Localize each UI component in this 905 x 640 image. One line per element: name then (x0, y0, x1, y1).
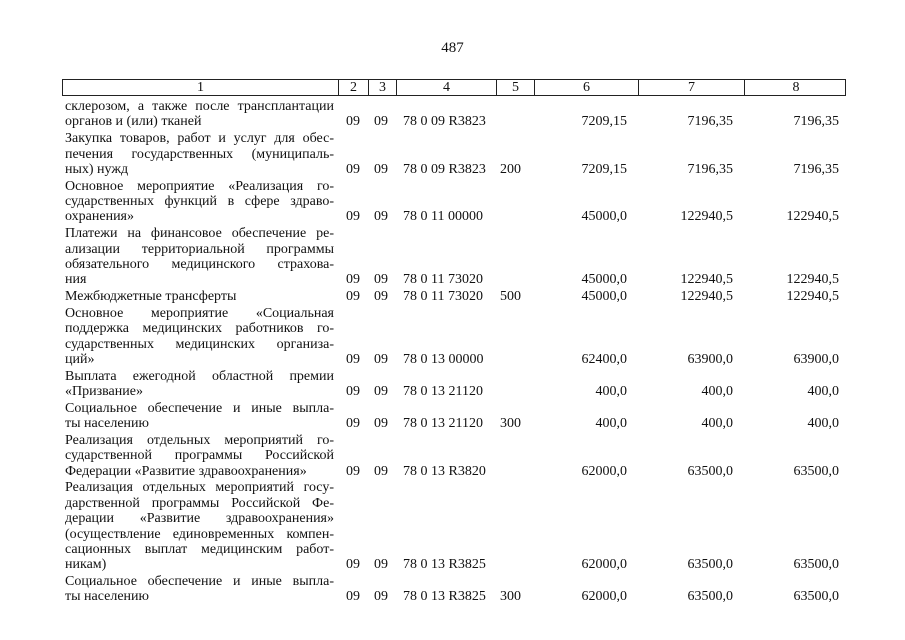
row-name-line: «Призвание» (65, 384, 143, 399)
row-name-line: Межбюджетные трансферты (65, 289, 237, 304)
row-name-line: ций» (65, 351, 95, 367)
row-name-line: ных) нужд (65, 161, 129, 177)
row-name (65, 226, 334, 288)
header-col-3: 3 (368, 80, 396, 95)
row-col-7: 63500,0 (687, 589, 733, 605)
row-col-2: 09 (346, 589, 360, 605)
row-col-8: 400,0 (807, 383, 839, 399)
row-col-7: 122940,5 (680, 209, 733, 225)
table-row (0, 401, 905, 432)
page-number: 487 (441, 40, 464, 56)
row-col-3: 09 (374, 351, 388, 367)
row-name-line: Социальное обеспечение и иные выпла- (65, 400, 334, 416)
row-name-line: Реализация отдельных мероприятий го- (65, 432, 334, 448)
row-name-line: сударственной программы Российской (65, 448, 334, 464)
row-col-4: 78 0 13 R3820 (403, 463, 486, 479)
row-col-6: 45000,0 (581, 272, 627, 288)
row-col-7: 122940,5 (680, 272, 733, 288)
row-col-8: 400,0 (807, 416, 839, 432)
row-col-2: 09 (346, 114, 360, 130)
row-name (65, 131, 334, 177)
row-col-5: 300 (500, 589, 521, 605)
row-name (65, 574, 334, 605)
row-col-3: 09 (374, 589, 388, 605)
row-name-line: (осуществление единовременных компен- (65, 526, 334, 542)
row-col-2: 09 (346, 272, 360, 288)
row-col-5: 200 (500, 161, 521, 177)
row-col-6: 62000,0 (581, 589, 627, 605)
row-name-line: ния (65, 272, 87, 288)
row-col-4: 78 0 13 00000 (403, 351, 484, 367)
row-name-line: Платежи на финансовое обеспечение ре- (65, 226, 334, 242)
table-row (0, 99, 905, 130)
row-col-4: 78 0 11 73020 (403, 288, 483, 304)
row-col-3: 09 (374, 288, 388, 304)
row-name-line: Основное мероприятие «Реализация го- (65, 178, 334, 194)
row-col-8: 7196,35 (793, 161, 839, 177)
row-name-line: Реализация отдельных мероприятий госу- (65, 480, 334, 496)
row-name-line: Социальное обеспечение и иные выпла- (65, 574, 334, 589)
row-col-3: 09 (374, 383, 388, 399)
row-col-7: 63500,0 (687, 557, 733, 573)
row-col-3: 09 (374, 161, 388, 177)
row-name (65, 306, 334, 368)
row-col-6: 45000,0 (581, 288, 627, 304)
row-col-4: 78 0 13 R3825 (403, 557, 486, 573)
row-name-line: дерации «Развитие здравоохранения» (65, 511, 334, 527)
row-col-7: 7196,35 (687, 161, 733, 177)
row-col-8: 122940,5 (786, 272, 839, 288)
row-col-3: 09 (374, 557, 388, 573)
row-col-6: 62000,0 (581, 557, 627, 573)
row-col-7: 63500,0 (687, 463, 733, 479)
row-col-3: 09 (374, 114, 388, 130)
row-col-8: 7196,35 (793, 114, 839, 130)
row-name-line: сационных выплат медицинским работ- (65, 541, 334, 557)
table-row (0, 289, 905, 304)
row-col-2: 09 (346, 383, 360, 399)
row-col-2: 09 (346, 288, 360, 304)
row-col-8: 122940,5 (786, 288, 839, 304)
row-col-4: 78 0 13 R3825 (403, 589, 486, 605)
row-col-4: 78 0 11 73020 (403, 272, 483, 288)
row-col-6: 7209,15 (581, 114, 627, 130)
row-col-3: 09 (374, 463, 388, 479)
row-col-5: 300 (500, 416, 521, 432)
row-col-4: 78 0 09 R3823 (403, 114, 486, 130)
row-name-line: обязательного медицинского страхова- (65, 256, 334, 272)
row-col-2: 09 (346, 557, 360, 573)
row-name-line: органов и (или) тканей (65, 114, 202, 130)
row-col-4: 78 0 11 00000 (403, 209, 483, 225)
row-col-3: 09 (374, 416, 388, 432)
row-name-line: охранения» (65, 209, 134, 225)
row-name (65, 480, 334, 572)
table-row (0, 306, 905, 368)
table-row (0, 179, 905, 225)
row-col-7: 63900,0 (687, 351, 733, 367)
row-col-2: 09 (346, 161, 360, 177)
row-name (65, 369, 334, 400)
row-name-line: ты населению (65, 589, 149, 605)
row-col-7: 400,0 (701, 383, 733, 399)
row-name (65, 99, 334, 130)
row-name-line: Основное мероприятие «Социальная (65, 305, 334, 321)
row-col-7: 122940,5 (680, 288, 733, 304)
row-name-line: ализации территориальной программы (65, 241, 334, 257)
row-col-7: 7196,35 (687, 114, 733, 130)
row-name (65, 401, 334, 432)
row-name (65, 433, 334, 479)
row-name-line: сударственных медицинских организа- (65, 336, 334, 352)
table-row (0, 226, 905, 288)
row-col-7: 400,0 (701, 416, 733, 432)
header-col-4: 4 (396, 80, 496, 95)
header-col-6: 6 (534, 80, 638, 95)
row-col-5: 500 (500, 288, 521, 304)
row-col-6: 400,0 (595, 416, 627, 432)
header-col-2: 2 (338, 80, 368, 95)
row-name (65, 289, 334, 304)
row-name-line: поддержка медицинских работников го- (65, 321, 334, 337)
table-row (0, 433, 905, 479)
row-name-line: печения государственных (муниципаль- (65, 146, 334, 162)
table-row (0, 369, 905, 400)
row-col-8: 63500,0 (793, 557, 839, 573)
header-col-7: 7 (638, 80, 744, 95)
header-col-1: 1 (197, 80, 204, 95)
row-col-8: 122940,5 (786, 209, 839, 225)
row-name-line: склерозом, а также после трансплантации (65, 99, 334, 114)
row-name-line: дарственной программы Российской Фе- (65, 495, 334, 511)
row-col-8: 63500,0 (793, 589, 839, 605)
table-row (0, 480, 905, 572)
row-col-2: 09 (346, 463, 360, 479)
row-name-line: никам) (65, 557, 107, 573)
table-row (0, 131, 905, 177)
row-col-4: 78 0 13 21120 (403, 416, 483, 432)
row-col-2: 09 (346, 209, 360, 225)
row-name-line: ты населению (65, 416, 149, 432)
row-col-8: 63900,0 (793, 351, 839, 367)
row-name-line: Федерации «Развитие здравоохранения» (65, 463, 307, 479)
row-col-6: 62400,0 (581, 351, 627, 367)
table-row (0, 574, 905, 605)
row-col-2: 09 (346, 351, 360, 367)
row-col-2: 09 (346, 416, 360, 432)
row-col-4: 78 0 09 R3823 (403, 161, 486, 177)
row-name-line: сударственных функций в сфере здраво- (65, 194, 334, 209)
row-name-line: Выплата ежегодной областной премии (65, 368, 334, 384)
row-col-8: 63500,0 (793, 463, 839, 479)
row-col-6: 7209,15 (581, 161, 627, 177)
header-col-8: 8 (744, 80, 847, 95)
row-col-6: 45000,0 (581, 209, 627, 225)
row-col-4: 78 0 13 21120 (403, 383, 483, 399)
row-col-3: 09 (374, 209, 388, 225)
header-col-5: 5 (496, 80, 534, 95)
row-name (65, 179, 334, 225)
row-col-6: 400,0 (595, 383, 627, 399)
row-name-line: Закупка товаров, работ и услуг для обес- (65, 131, 334, 147)
row-col-3: 09 (374, 272, 388, 288)
table-header (62, 79, 846, 96)
row-col-6: 62000,0 (581, 463, 627, 479)
